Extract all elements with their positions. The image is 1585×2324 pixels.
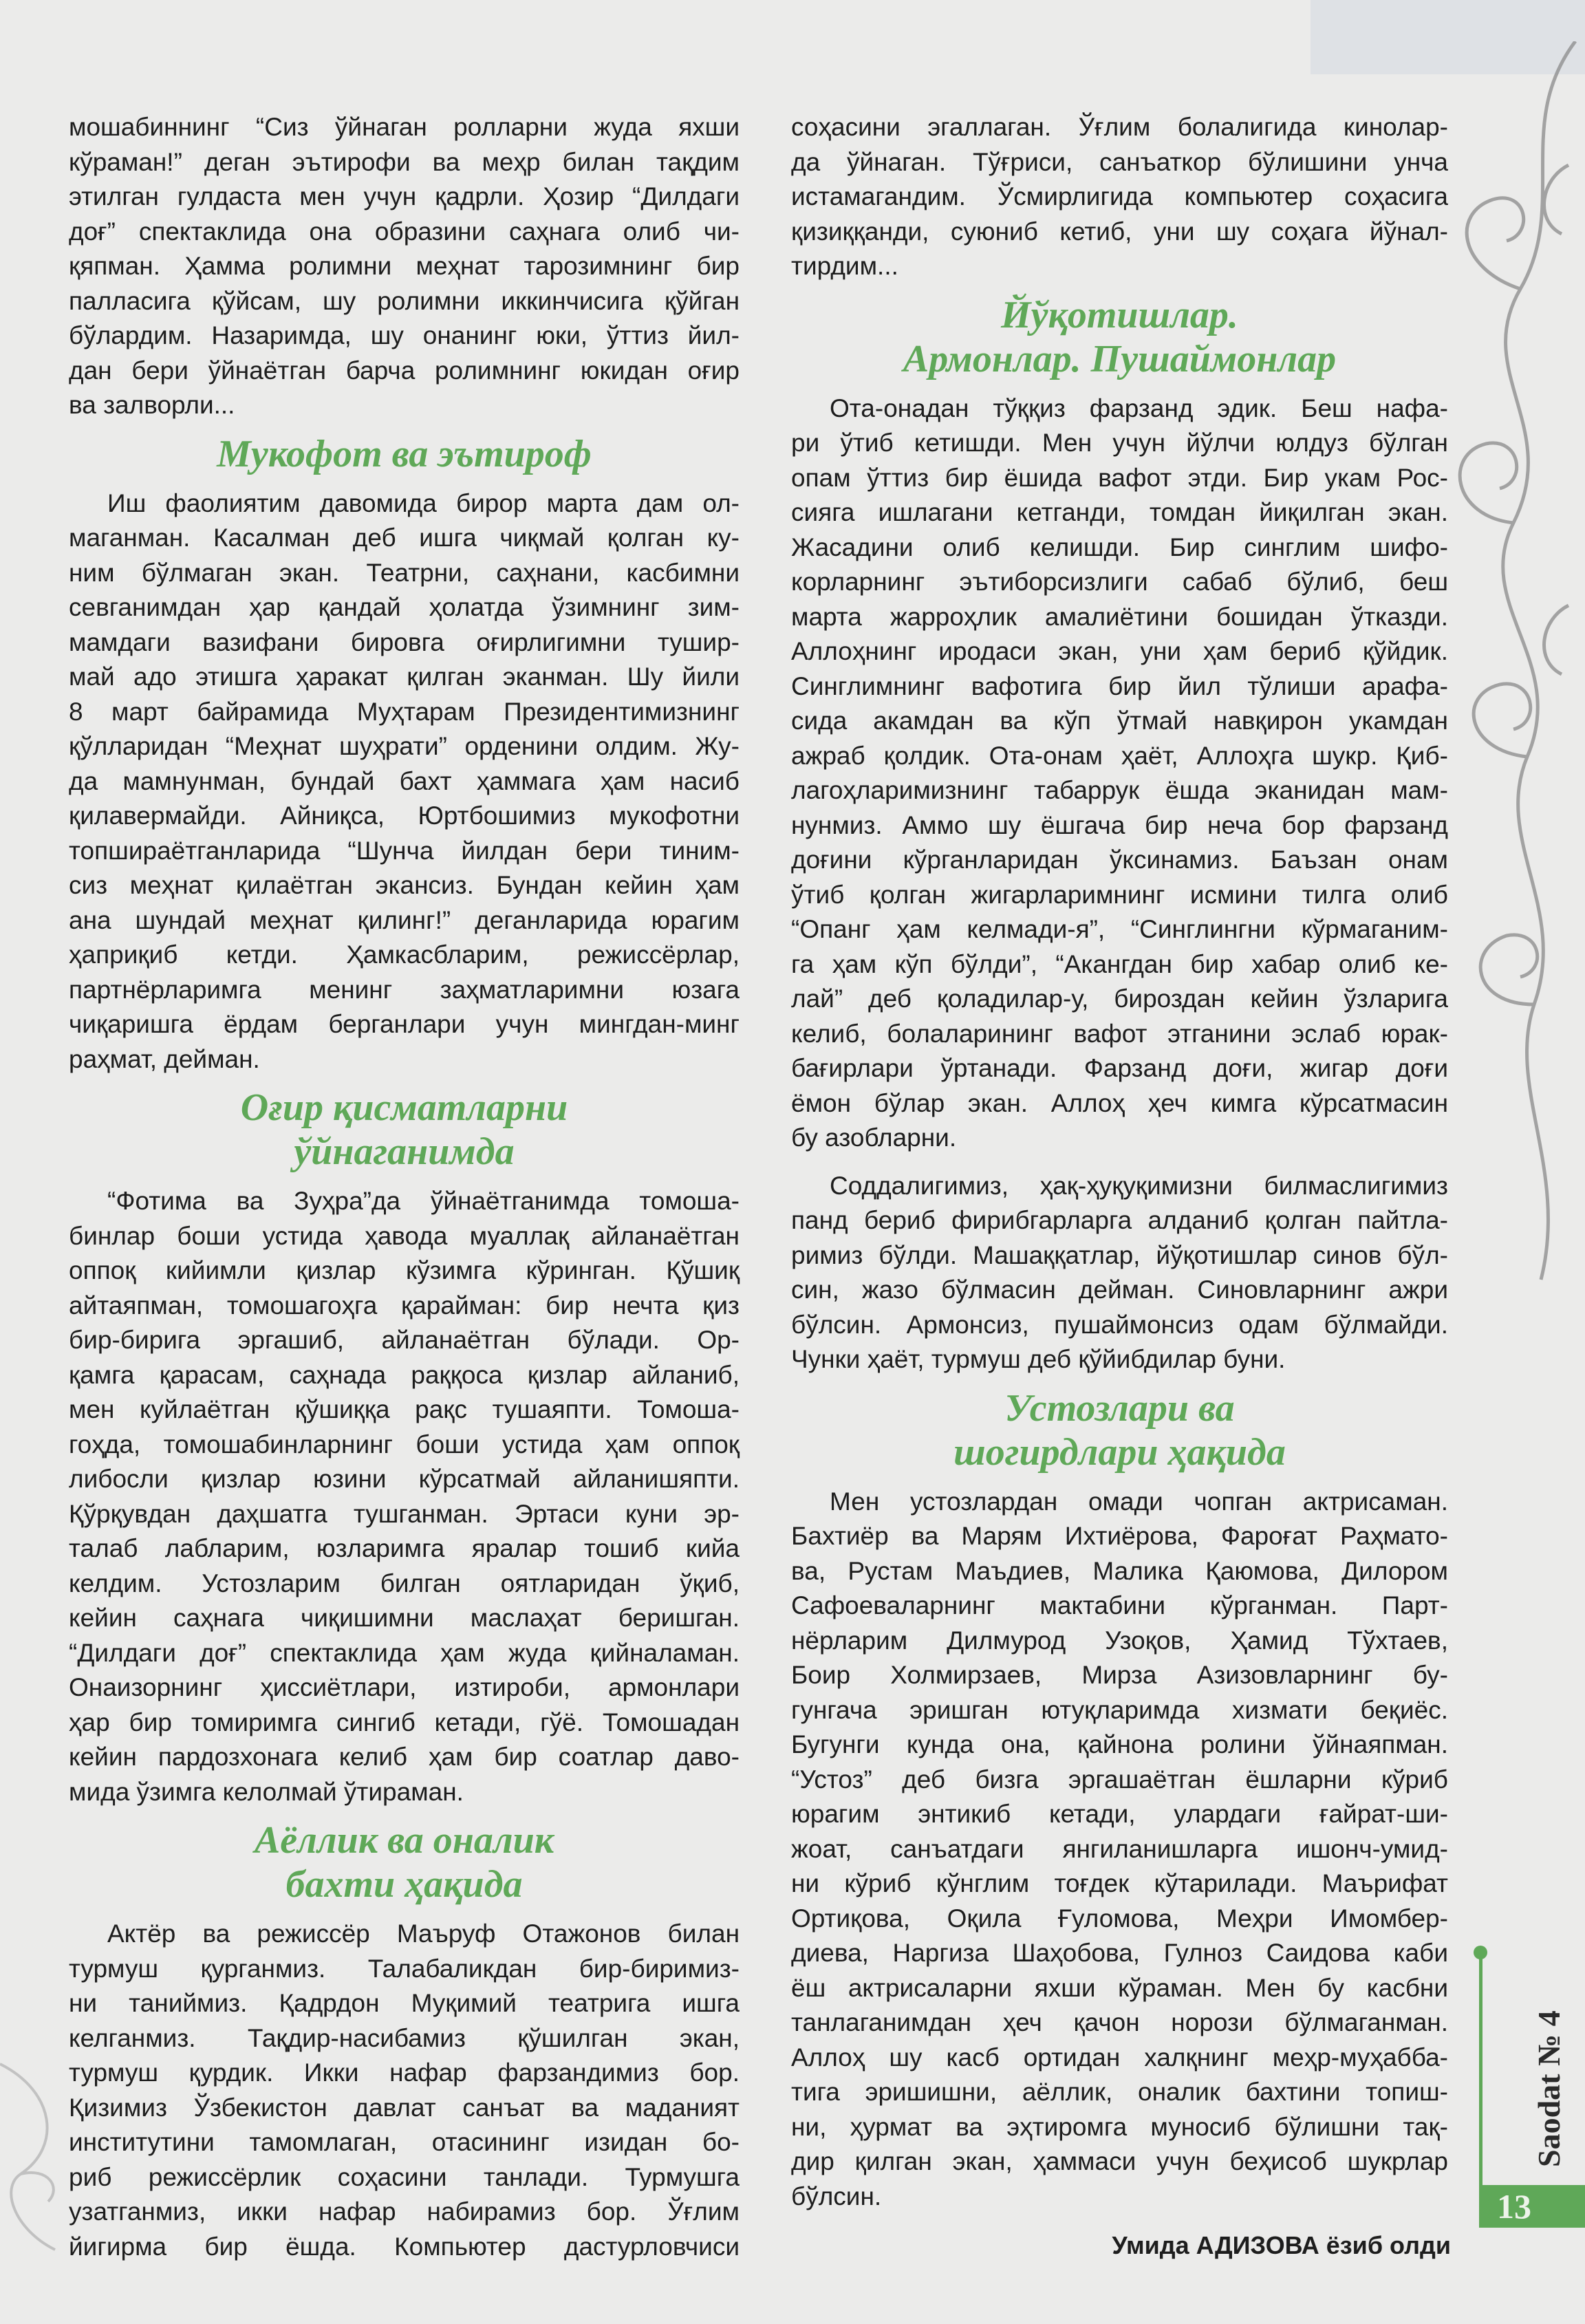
section-heading bbox=[791, 284, 1448, 391]
text-line: ажраб қолдик. Ота-онам ҳаёт, Аллоҳга шукр. Қиб- bbox=[791, 741, 1448, 770]
text-line: римиз бўлди. Машаққатлар, йўқотишлар синов бўл- bbox=[791, 1240, 1448, 1269]
text-line: Қўрқувдан даҳшатга тушганман. Эртаси куни эр- bbox=[69, 1499, 740, 1528]
text-line: раҳмат, дейман. bbox=[69, 1044, 260, 1073]
paragraph bbox=[69, 110, 740, 423]
text-line: тига эришишни, аёллик, оналик бахтини топиш- bbox=[791, 2078, 1448, 2106]
text-line: кўраман!” деган эътирофи ва меҳр билан тақдим bbox=[69, 147, 740, 176]
text-line: оппоқ кийимли қизлар кўзимга кўринган. Қўшиқ bbox=[69, 1256, 740, 1284]
text-line: Сафоеваларнинг мактабини кўрганман. Парт- bbox=[791, 1591, 1448, 1620]
text-line: қилавермайди. Айниқса, Юртбошимиз мукофотни bbox=[69, 801, 740, 830]
text-line: мен куйлаётган қўшиққа рақс тушаяпти. Томоша- bbox=[69, 1395, 740, 1423]
text-line: ўтиб қолган жигарларимнинг исмини тилга олиб bbox=[791, 880, 1448, 909]
article-column-right bbox=[791, 110, 1448, 2214]
text-line: “Дилдаги доғ” спектаклида ҳам жуда қийналаман. bbox=[69, 1638, 740, 1667]
text-line: доғ” спектаклида она образини саҳнага олиб чи- bbox=[69, 217, 740, 246]
text-line: турмуш қурдик. Икки нафар фарзандимиз бор. bbox=[69, 2058, 740, 2087]
text-line: чиқаришга ёрдам берганлари учун мингдан-минг bbox=[69, 1010, 740, 1038]
text-line: опам ўттиз бир ёшида вафот этди. Бир укам Рос- bbox=[791, 463, 1448, 492]
text-line: келдим. Устозларим билган оятларидан ўқиб, bbox=[69, 1569, 740, 1597]
text-line: ёмон бўлар экан. Аллоҳ ҳеч кимга кўрсатмасин bbox=[791, 1088, 1448, 1117]
text-line: ана шундай меҳнат қилинг!” деганларида юрагим bbox=[69, 905, 740, 934]
text-line: юрагим энтикиб кетади, улардаги ғайрат-ши- bbox=[791, 1800, 1448, 1828]
text-line: да мамнунман, бундай бахт ҳаммага ҳам насиб bbox=[69, 766, 740, 795]
text-line: узатганмиз, икки нафар набирамиз бор. Ўғлим bbox=[69, 2197, 740, 2226]
text-line: либосли қизлар юзини кўрсатмай айланишяпти. bbox=[69, 1465, 740, 1493]
text-line: Қизимиз Ўзбекистон давлат санъат ва маданият bbox=[69, 2093, 740, 2122]
paragraph bbox=[69, 486, 740, 1077]
text-line: бир-бирига эргашиб, айланаётган бўлади. Ор- bbox=[69, 1326, 740, 1354]
text-line: нёрларим Дилмурод Узоқов, Ҳамид Тўхтаев, bbox=[791, 1626, 1448, 1655]
text-line: айтаяпман, томошагоҳга қарайман: бир нечта қиз bbox=[69, 1291, 740, 1320]
text-line: 8 март байрамида Муҳтарам Президентимизнинг bbox=[69, 697, 740, 726]
text-line: Онаизорнинг ҳиссиётлари, изтироби, армонлари bbox=[69, 1673, 740, 1701]
heading-line: Аёллик ва оналик bbox=[254, 1819, 554, 1862]
heading-line: Оғир қисматларни bbox=[240, 1086, 568, 1129]
text-line: қизиққанди, суюниб кетиб, уни шу соҳага йўнал- bbox=[791, 217, 1448, 246]
article-column-left bbox=[69, 110, 740, 2264]
text-line: лай” деб қоладилар-у, бироздан кейин ўзларига bbox=[791, 985, 1448, 1013]
text-line: май адо этишга ҳаракат қилган эканман. Шу йили bbox=[69, 663, 740, 691]
text-line: танлаганимдан ҳеч қачон норози бўлмаганман. bbox=[791, 2008, 1448, 2036]
heading-line: шогирдлари ҳақида bbox=[953, 1430, 1286, 1474]
section-heading bbox=[69, 1809, 740, 1917]
text-line: Аллоҳнинг иродаси экан, уни ҳам бериб қўйдик. bbox=[791, 637, 1448, 665]
paragraph bbox=[69, 1184, 740, 1809]
text-line: ри ўтиб кетишди. Мен учун йўлчи юлдуз бўлган bbox=[791, 429, 1448, 457]
text-line: партнёрларимга менинг заҳматларимни юзага bbox=[69, 975, 740, 1004]
text-line: бу азобларни. bbox=[791, 1123, 957, 1152]
text-line: Ортиқова, Оқила Ғуломова, Меҳри Имомбер- bbox=[791, 1904, 1448, 1933]
text-line: турмуш қурганмиз. Талабаликдан бир-биримиз- bbox=[69, 1954, 740, 1983]
heading-line: Мукофот ва эътироф bbox=[217, 432, 592, 475]
text-line: Аллоҳ шу касб ортидан халқнинг меҳр-муҳабба- bbox=[791, 2043, 1448, 2072]
text-line: ҳар бир томиримга сингиб кетади, гўё. Томошадан bbox=[69, 1708, 740, 1736]
text-line: севганимдан ҳар қандай ҳолатда ўзимнинг зим- bbox=[69, 593, 740, 621]
paragraph bbox=[791, 391, 1448, 1156]
section-heading bbox=[69, 423, 740, 486]
page-number: 13 bbox=[1479, 2185, 1585, 2228]
text-line: Синглимнинг вафотига бир йил тўлиши арафа- bbox=[791, 671, 1448, 700]
text-line: кейин пардозхонага келиб ҳам бир соатлар даво- bbox=[69, 1743, 740, 1771]
text-line: марта жарроҳлик амалиётини бошидан ўтказди. bbox=[791, 602, 1448, 631]
text-line: Жасадини олиб келишди. Бир синглим шифо- bbox=[791, 532, 1448, 561]
text-line: корларнинг эътиборсизлиги сабаб бўлиб, беш bbox=[791, 568, 1448, 596]
text-line: Актёр ва режиссёр Маъруф Отажонов билан bbox=[107, 1919, 740, 1948]
text-line: “Фотима ва Зуҳра”да ўйнаётганимда томоша- bbox=[107, 1187, 740, 1215]
text-line: бағирлари ўртанади. Фарзанд доғи, жигар доғи bbox=[791, 1054, 1448, 1082]
text-line: дир қилган экан, ҳаммаси учун беҳисоб шукрлар bbox=[791, 2147, 1448, 2175]
text-line: да ўйнаган. Тўғриси, санъаткор бўлишини унча bbox=[791, 147, 1448, 176]
text-line: институтини тамомлаган, отасининг изидан бо- bbox=[69, 2128, 740, 2156]
text-line: ни таниймиз. Қадрдон Муқимий театрига ишга bbox=[69, 1989, 740, 2017]
section-heading bbox=[791, 1377, 1448, 1485]
paragraph bbox=[791, 1169, 1448, 1377]
text-line: Чунки ҳаёт, турмуш деб қўйибдилар буни. bbox=[791, 1345, 1286, 1373]
text-line: доғини кўрганларидан ўксинамиз. Баъзан онам bbox=[791, 846, 1448, 874]
text-line: дан бери ўйнаётган барча ролимнинг юкидан оғир bbox=[69, 356, 740, 385]
text-line: га ҳам кўп бўлди”, “Акангдан бир хабар олиб ке- bbox=[791, 949, 1448, 978]
text-line: этилган гулдаста мен учун қадрли. Ҳозир “Дилдаги bbox=[69, 182, 740, 211]
text-line: йигирма бир ёшда. Компьютер дастурловчиси bbox=[69, 2232, 740, 2261]
text-line: истамагандим. Ўсмирлигида компьютер соҳасига bbox=[791, 182, 1448, 211]
text-line: кейин саҳнага чиқишимни маслаҳат беришган. bbox=[69, 1604, 740, 1632]
magazine-issue-label: Saodat № 4 bbox=[1531, 2010, 1566, 2167]
text-line: палласига қўйсам, шу ролимни иккинчисига қўйган bbox=[69, 286, 740, 315]
heading-line: Устозлари ва bbox=[1004, 1386, 1235, 1430]
text-line: “Устоз” деб бизга эргашаётган ёшларни кўриб bbox=[791, 1765, 1448, 1794]
paragraph bbox=[69, 1917, 740, 2264]
text-line: ни кўриб кўнглим тоғдек кўтарилади. Маърифат bbox=[791, 1869, 1448, 1897]
text-line: қамга қарасам, саҳнада раққоса қизлар айланиб, bbox=[69, 1360, 740, 1389]
text-line: гунгача эришган ютуқларимда хизмати беқиёс. bbox=[791, 1695, 1448, 1724]
heading-line: Йўқотишлар. bbox=[1001, 293, 1238, 336]
text-line: син, жазо бўлмасин дейман. Синовларнинг ажри bbox=[791, 1276, 1448, 1304]
text-line: Мен устозлардан омади чопган актрисаман. bbox=[830, 1487, 1448, 1516]
text-line: Иш фаолиятим давомида бирор марта дам ол- bbox=[107, 488, 740, 517]
text-line: “Опанг ҳам келмади-я”, “Синглингни кўрмаганим- bbox=[791, 915, 1448, 943]
text-line: мамдаги вазифани бировга оғирлигимни тушир- bbox=[69, 627, 740, 656]
text-line: панд бериб фирибгарларга алданиб қолган пайтла- bbox=[791, 1206, 1448, 1234]
text-line: ва, Рустам Маъдиев, Малика Қаюмова, Дилором bbox=[791, 1556, 1448, 1585]
text-line: Бахтиёр ва Марям Ихтиёрова, Фароғат Раҳмато- bbox=[791, 1522, 1448, 1550]
accent-rule bbox=[1479, 1951, 1482, 2188]
text-line: ним бўлмаган экан. Театрни, саҳнани, касбимни bbox=[69, 558, 740, 587]
text-line: келиб, болаларининг вафот этганини эслаб юрак- bbox=[791, 1019, 1448, 1048]
text-line: сида акамдан ва кўп ўтмай навқирон укамдан bbox=[791, 707, 1448, 735]
paragraph bbox=[791, 110, 1448, 284]
text-line: бўлсин. Армонсиз, пушаймонсиз одам бўлмайди. bbox=[791, 1310, 1448, 1339]
heading-line: Армонлар. Пушаймонлар bbox=[903, 337, 1337, 380]
floral-ornament-icon bbox=[1431, 41, 1585, 1348]
text-line: Соддалигимиз, ҳақ-ҳуқуқимизни билмаслигимиз bbox=[830, 1171, 1448, 1200]
text-line: Ота-онадан тўққиз фарзанд эдик. Беш нафа- bbox=[830, 394, 1448, 422]
text-line: Боир Холмирзаев, Мирза Азизовларнинг бу- bbox=[791, 1661, 1448, 1689]
text-line: топшираётганларида “Шунча йилдан бери тиним- bbox=[69, 836, 740, 865]
text-line: қўлларидан “Меҳнат шуҳрати” орденини олдим. Жу- bbox=[69, 732, 740, 760]
text-line: сияга ишлагани кетганди, томдан йиқилган экан. bbox=[791, 498, 1448, 526]
text-line: сиз меҳнат қилаётган экансиз. Бундан кейин ҳам bbox=[69, 871, 740, 899]
text-line: талаб лабларим, юзларимга яралар тошиб кийа bbox=[69, 1534, 740, 1562]
text-line: қяпман. Ҳамма ролимни меҳнат тарозимнинг бир bbox=[69, 252, 740, 280]
text-line: диева, Наргиза Шаҳобова, Гулноз Саидова каби bbox=[791, 1939, 1448, 1967]
text-line: бинлар боши устида ҳавода муаллақ айланаётган bbox=[69, 1221, 740, 1250]
text-line: тирдим... bbox=[791, 252, 898, 280]
text-line: Бугунги кунда она, қайнона ролини ўйнаяпман. bbox=[791, 1730, 1448, 1758]
text-line: ёш актрисаларни яхши кўраман. Мен бу касбни bbox=[791, 1973, 1448, 2002]
heading-line: ўйнаганимда bbox=[294, 1130, 515, 1173]
text-line: жоат, санъатдаги янгиланишларга ишонч-умид- bbox=[791, 1834, 1448, 1863]
text-line: бўлардим. Назаримда, шу онанинг юки, ўттиз йил- bbox=[69, 321, 740, 349]
text-line: бўлсин. bbox=[791, 2182, 882, 2210]
text-line: ва залворли... bbox=[69, 391, 235, 419]
text-line: соҳасини эгаллаган. Ўғлим болалигида кинолар- bbox=[791, 113, 1448, 141]
section-heading bbox=[69, 1077, 740, 1184]
text-line: маганман. Касалман деб ишга чиқмай қолган ку- bbox=[69, 524, 740, 552]
author-signature: Умида АДИЗОВА ёзиб олди bbox=[1112, 2231, 1451, 2259]
text-line: мошабиннинг “Сиз ўйнаган ролларни жуда яхши bbox=[69, 113, 740, 141]
text-line: келганмиз. Тақдир-насибамиз қўшилган экан, bbox=[69, 2023, 740, 2052]
text-line: мида ўзимга келолмай ўтираман. bbox=[69, 1777, 464, 1806]
text-line: лагоҳларимизнинг табаррук ёшда эканидан мам- bbox=[791, 776, 1448, 804]
text-line: риб режиссёрлик соҳасини танлади. Турмушга bbox=[69, 2162, 740, 2191]
paragraph bbox=[791, 1485, 1448, 2215]
text-line: ни, ҳурмат ва эҳтиромга муносиб бўлишни тақ- bbox=[791, 2112, 1448, 2141]
text-line: ҳаприқиб кетди. Ҳамкасбларим, режиссёрлар, bbox=[69, 940, 740, 969]
text-line: нунмиз. Аммо шу ёшгача бир неча бор фарзанд bbox=[791, 810, 1448, 839]
text-line: гоҳда, томошабинларнинг боши устида ҳам оппоқ bbox=[69, 1430, 740, 1459]
heading-line: бахти ҳақида bbox=[285, 1863, 523, 1906]
top-corner-band bbox=[1311, 0, 1585, 74]
